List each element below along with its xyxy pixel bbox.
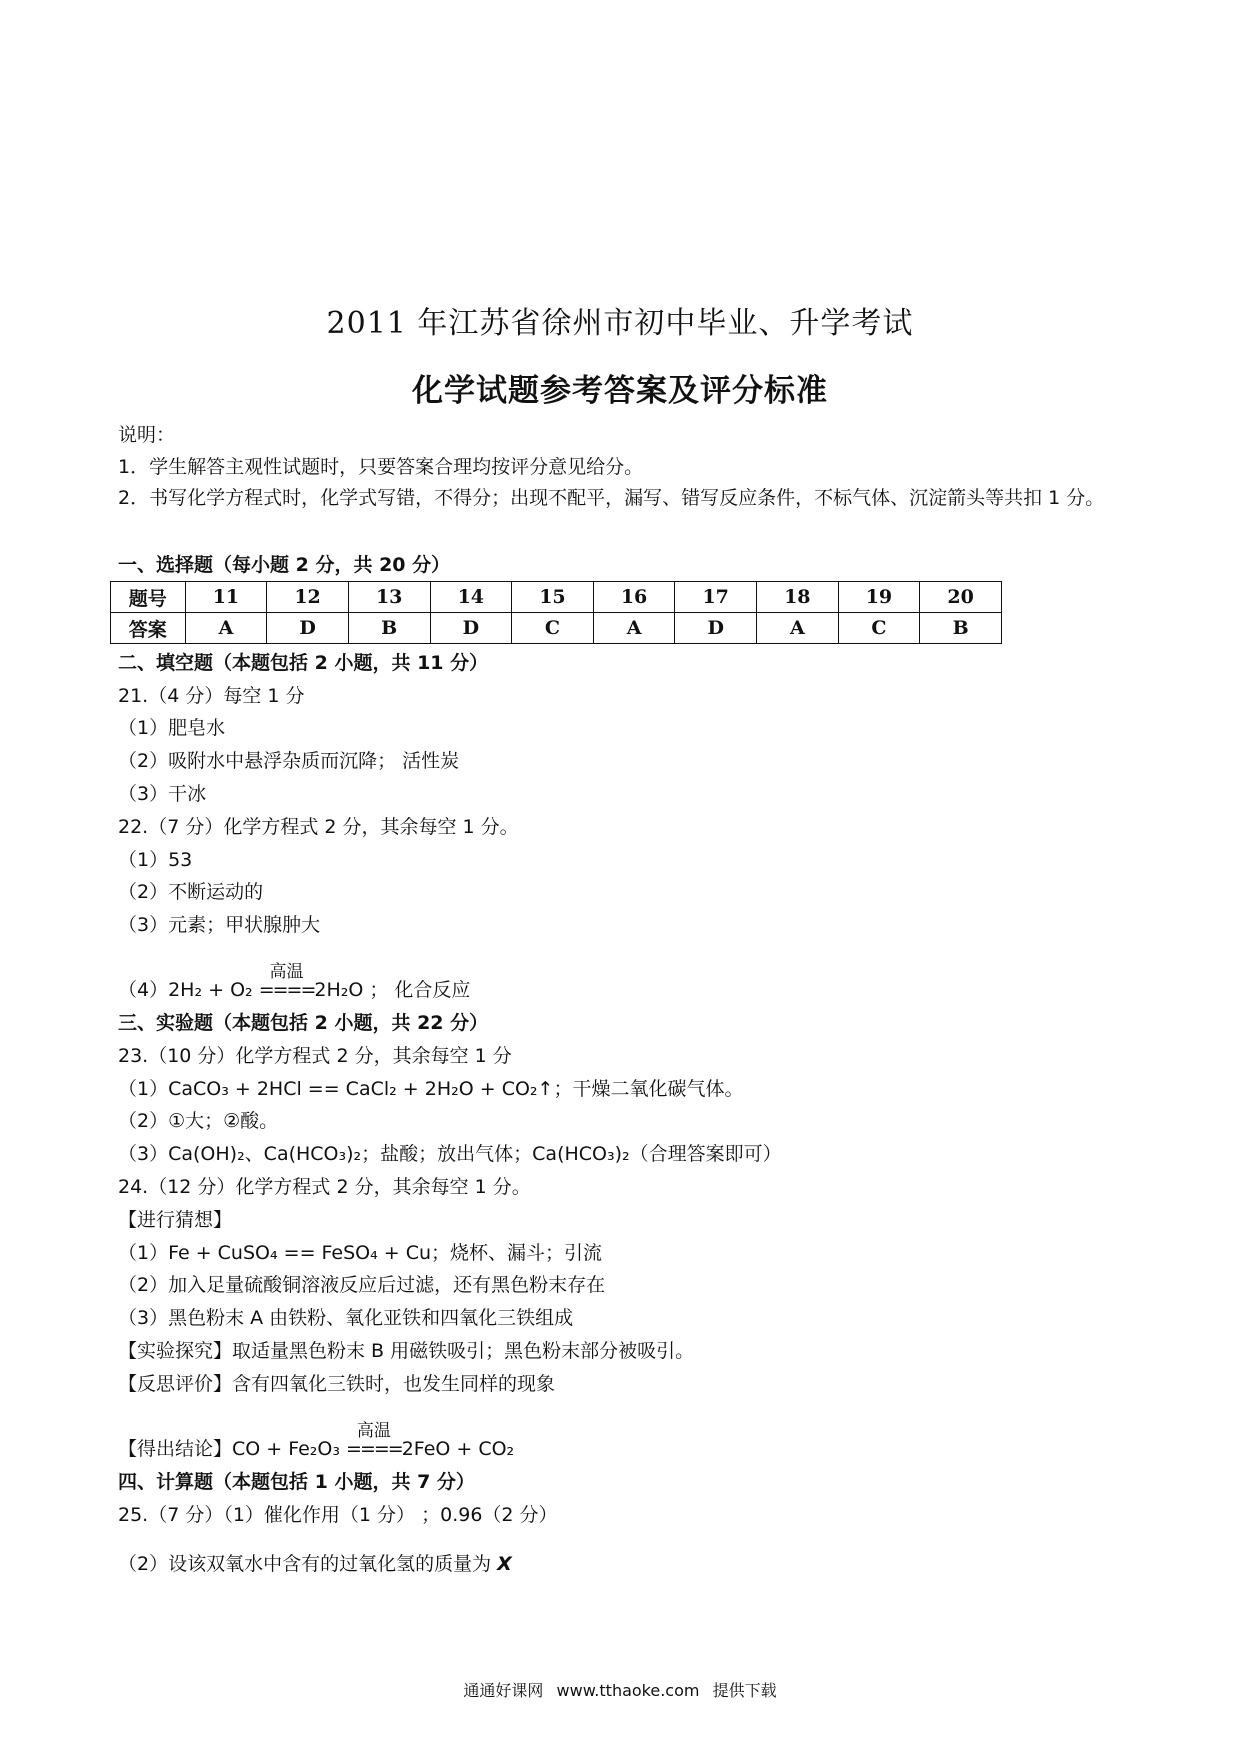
table-cell-answer: C [838,613,920,644]
equals-arrow: ==== [346,1438,402,1460]
reaction-condition [346,1421,402,1460]
document-title: 2011 年江苏省徐州市初中毕业、升学考试 [326,306,914,341]
guess-heading: 【进行猜想】 [118,1209,233,1231]
table-cell-answer: D [430,613,512,644]
table-cell-question: 18 [757,582,839,613]
explore-line: 【实验探究】取适量黑色粉末 B 用磁铁吸引；黑色粉末部分被吸引。 [118,1340,695,1362]
table-cell-answer: A [185,613,267,644]
section-1-heading: 一、选择题（每小题 2 分，共 20 分） [118,554,451,576]
q25-answer-2-text: （2）设该双氧水中含有的过氧化氢的质量为 [118,1553,498,1575]
q21-heading: 21.（4 分）每空 1 分 [118,685,305,707]
q24-answer-1: （1）Fe + CuSO₄ == FeSO₄ + Cu；烧杯、漏斗；引流 [118,1242,603,1264]
q24-answer-2: （2）加入足量硫酸铜溶液反应后过滤，还有黑色粉末存在 [118,1274,606,1296]
condition-label: 高温 [356,1421,391,1441]
table-cell-answer: C [512,613,594,644]
note-2: 2．书写化学方程式时，化学式写错，不得分；出现不配平，漏写、错写反应条件，不标气体、沉淀箭头等共扣 1 分。 [118,487,1105,509]
table-cell-answer: D [267,613,349,644]
document-subtitle: 化学试题参考答案及评分标准 [412,373,828,409]
conclusion-line [118,1421,515,1461]
footer-url[interactable]: www.tthaoke.com [556,1681,700,1700]
table-cell-question: 15 [512,582,594,613]
q22-heading: 22.（7 分）化学方程式 2 分，其余每空 1 分。 [118,816,519,838]
table-cell-answer: A [757,613,839,644]
equals-arrow: ==== [258,979,315,1001]
table-cell-question: 13 [348,582,430,613]
equation-lhs: 2H₂ + O₂ [168,979,259,1001]
q22-answer-2: （2）不断运动的 [118,881,264,903]
table-cell-question: 12 [267,582,349,613]
q24-answer-3: （3）黑色粉末 A 由铁粉、氧化亚铁和四氧化三铁组成 [118,1307,574,1329]
note-1: 1．学生解答主观性试题时，只要答案合理均按评分意见给分。 [118,456,644,478]
q21-answer-1: （1）肥皂水 [118,717,226,739]
table-header-question: 题号 [111,582,186,613]
table-cell-question: 11 [185,582,267,613]
q22-answer-1: （1）53 [118,849,193,871]
footer-tail: 提供下载 [712,1681,777,1700]
table-cell-question: 19 [838,582,920,613]
q23-answer-1: （1）CaCO₃ + 2HCl == CaCl₂ + 2H₂O + CO₂↑；干燥二氧化碳气体。 [118,1078,744,1100]
reflect-line: 【反思评价】含有四氧化三铁时，也发生同样的现象 [118,1373,556,1395]
q23-heading: 23.（10 分）化学方程式 2 分，其余每空 1 分 [118,1045,512,1067]
section-2-heading: 二、填空题（本题包括 2 小题，共 11 分） [118,652,489,674]
q23-answer-2: （2）①大；②酸。 [118,1110,279,1132]
condition-label: 高温 [269,962,304,982]
q21-answer-3: （3）干冰 [118,783,207,805]
table-cell-answer: B [920,613,1002,644]
table-cell-answer: B [348,613,430,644]
section-3-heading: 三、实验题（本题包括 2 小题，共 22 分） [118,1012,489,1034]
table-cell-question: 20 [920,582,1002,613]
table-cell-question: 16 [593,582,675,613]
q22-answer-4 [118,962,471,1002]
answer-table [110,581,1002,644]
footer-site-name: 通通好课网 [463,1681,544,1700]
q25-answer-2 [118,1549,512,1576]
q25-answer-1: 25.（7 分）（1）催化作用（1 分） ；0.96（2 分） [118,1504,558,1526]
q22-answer-3: （3）元素；甲状腺肿大 [118,914,321,936]
table-cell-question: 14 [430,582,512,613]
conclusion-rhs: 2FeO + CO₂ [401,1438,515,1460]
variable-x: X [497,1553,512,1575]
q22-answer-4-prefix: （4） [118,979,169,1001]
q24-heading: 24.（12 分）化学方程式 2 分，其余每空 1 分。 [118,1176,531,1198]
page-footer [0,1678,1240,1701]
table-cell-answer: A [593,613,675,644]
notes-heading: 说明： [118,424,176,446]
section-4-heading: 四、计算题（本题包括 1 小题，共 7 分） [118,1471,475,1493]
table-cell-question: 17 [675,582,757,613]
reaction-condition [258,962,315,1001]
table-header-answer: 答案 [111,613,186,644]
table-row-answers [111,613,1002,644]
q23-answer-3: （3）Ca(OH)₂、Ca(HCO₃)₂；盐酸；放出气体；Ca(HCO₃)₂（合理答案即可） [118,1143,782,1165]
conclusion-lhs: 【得出结论】CO + Fe₂O₃ [118,1438,347,1460]
equation-rhs: 2H₂O ； 化合反应 [314,979,471,1001]
table-cell-answer: D [675,613,757,644]
q21-answer-2: （2）吸附水中悬浮杂质而沉降； 活性炭 [118,750,460,772]
table-row-questions [111,582,1002,613]
